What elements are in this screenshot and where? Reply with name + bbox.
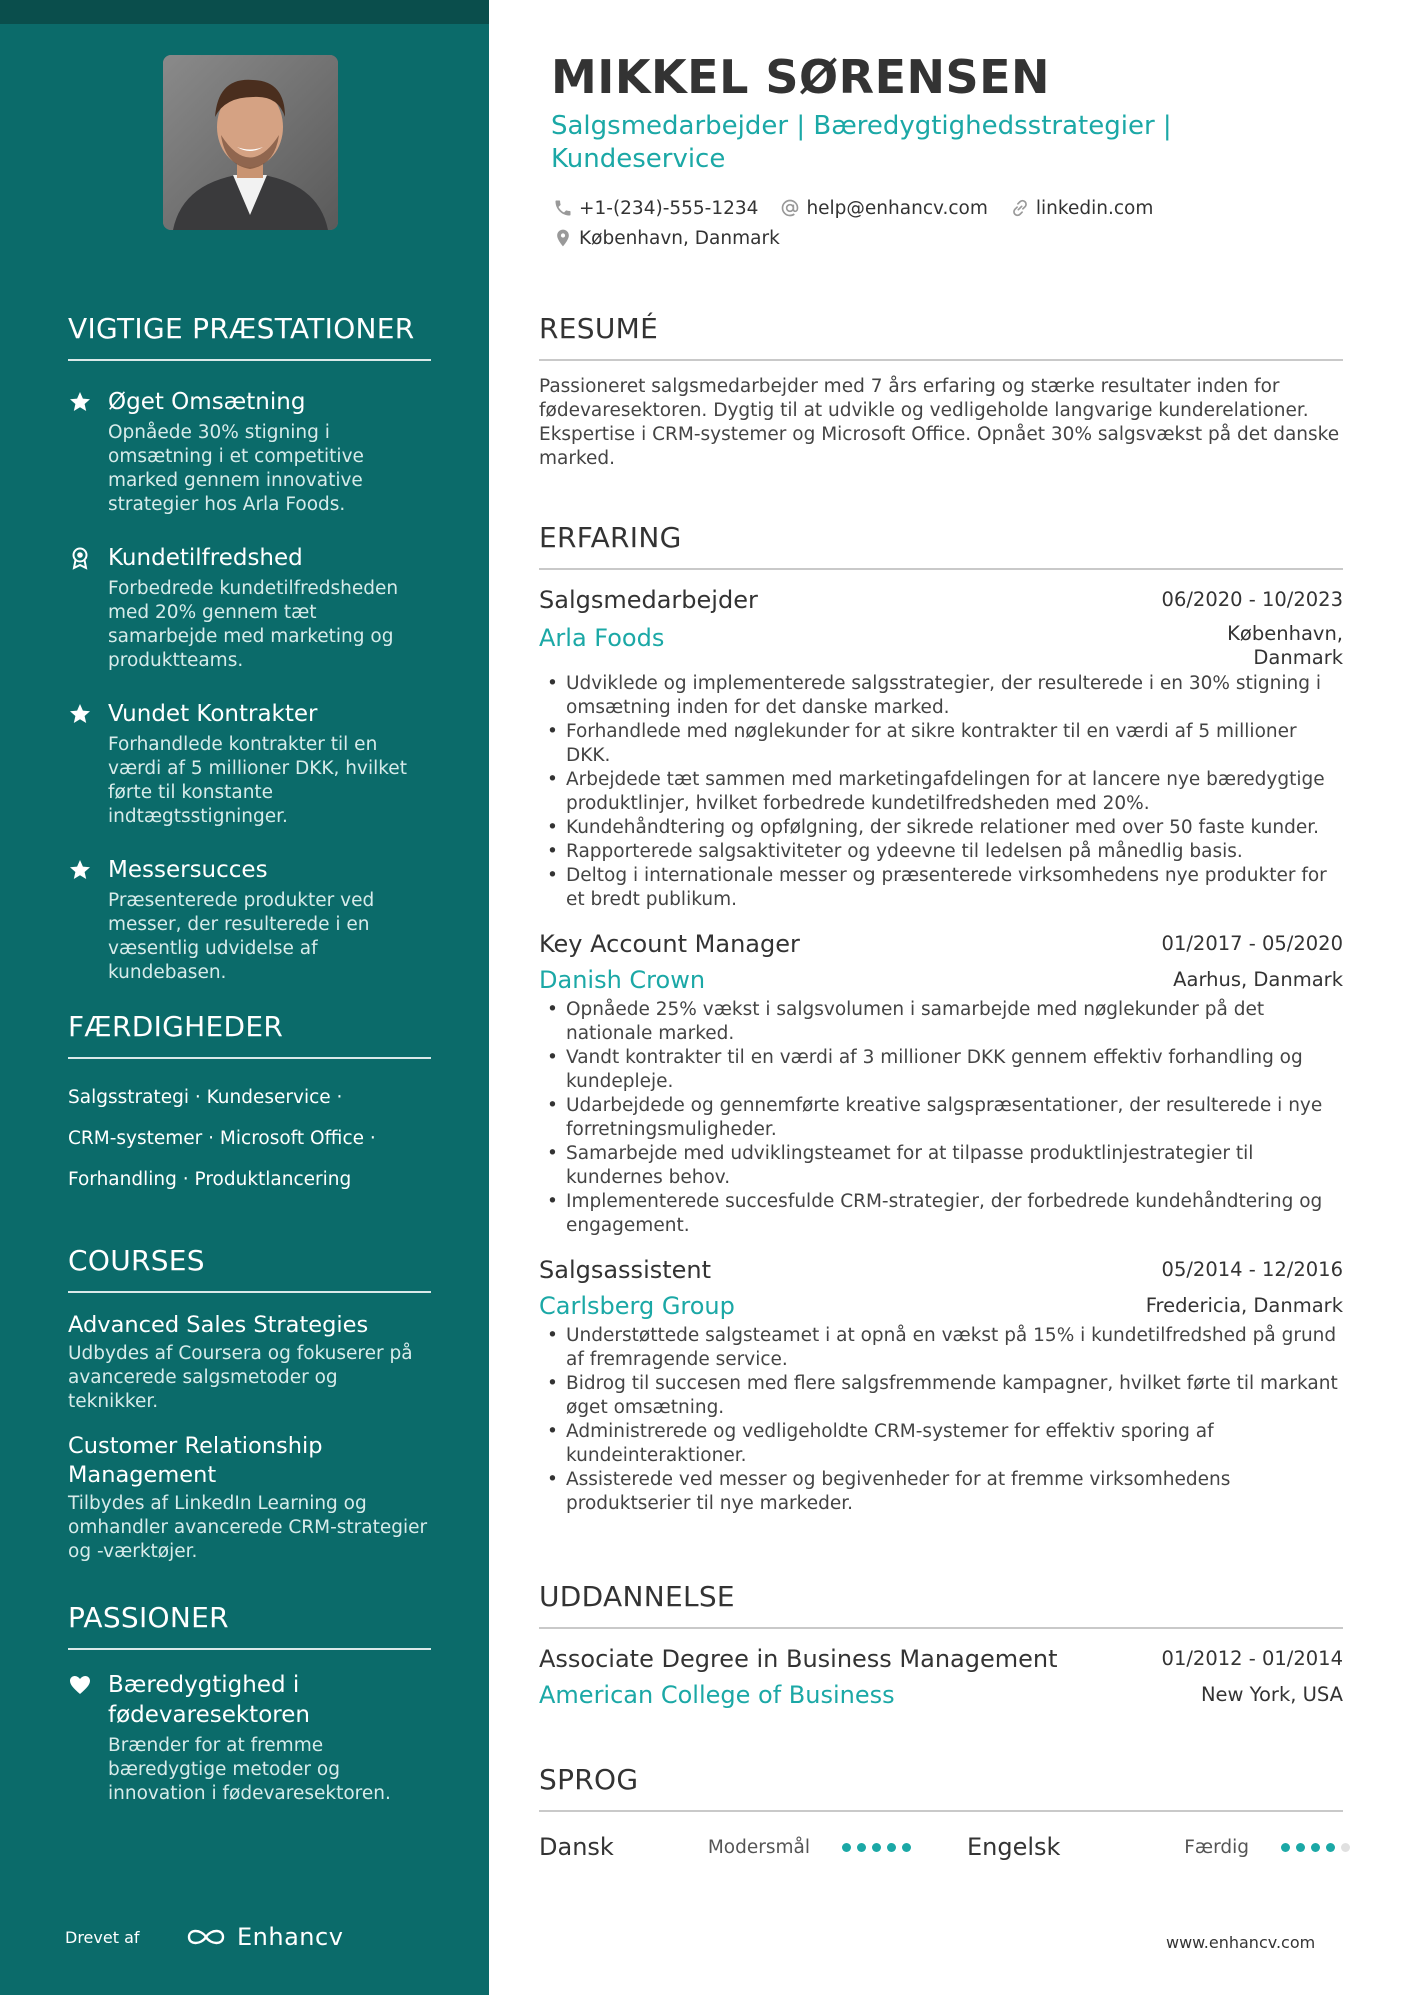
link-icon <box>1010 198 1030 218</box>
course-title: Advanced Sales Strategies <box>68 1312 369 1338</box>
contact-phone[interactable] <box>553 198 758 219</box>
job-location: Aarhus, Danmark <box>1173 968 1343 991</box>
language-rating <box>1281 1843 1350 1852</box>
education-section <box>539 1580 1343 1711</box>
brand-name: Enhancv <box>237 1923 344 1951</box>
contact-location <box>553 228 780 249</box>
passions-section <box>68 1601 431 1806</box>
job-date: 05/2014 - 12/2016 <box>1161 1258 1343 1281</box>
course-item <box>68 1432 431 1564</box>
job-title: Salgsassistent <box>539 1256 712 1284</box>
job-bullet: • Kundehåndtering og opfølgning, der sikrede relationer med over 50 faste kunder. <box>539 816 1343 840</box>
rating-dot-filled <box>857 1843 866 1852</box>
language-item <box>539 1833 911 1861</box>
passion-desc: Brænder for at fremme bæredygtige metoder og innovation i fødevaresektoren. <box>108 1735 391 1804</box>
achievement-desc: Opnåede 30% stigning i omsætning i et competitive marked gennem innovative strategier hos Arla Foods. <box>108 422 364 515</box>
experience-heading: ERFARING <box>539 521 1343 570</box>
job-bullet: • Opnåede 25% vækst i salgsvolumen i samarbejde med nøglekunder på det nationale marked. <box>539 998 1343 1046</box>
job-location: Fredericia, Danmark <box>1145 1294 1343 1317</box>
language-name: Engelsk <box>967 1833 1061 1861</box>
skills-heading: FÆRDIGHEDER <box>68 1010 431 1059</box>
achievements-section <box>68 312 431 985</box>
job-bullet: • Vandt kontrakter til en værdi af 3 millioner DKK gennem effektiv forhandling og kundepleje. <box>539 1046 1343 1094</box>
job-title: Salgsmedarbejder <box>539 586 758 614</box>
profile-photo <box>163 55 338 230</box>
achievement-desc: Præsenterede produkter ved messer, der resulterede i en væsentlig udvidelse af kundebasen. <box>108 890 375 983</box>
rating-dot-filled <box>1311 1843 1320 1852</box>
job-entry <box>539 928 1343 1238</box>
job-bullet: • Deltog i internationale messer og præsenterede virksomhedens nye produkter for et bredt publikum. <box>539 864 1343 912</box>
candidate-subtitle: Salgsmedarbejder | Bæredygtighedsstrategier | Kundeservice <box>551 111 1172 174</box>
rating-dot-filled <box>1296 1843 1305 1852</box>
job-bullet: • Implementerede succesfulde CRM-strategier, der forbedrede kundehåndtering og engagement. <box>539 1190 1343 1238</box>
rating-dot-filled <box>1281 1843 1290 1852</box>
job-bullet: • Bidrog til succesen med flere salgsfremmende kampagner, hvilket førte til markant øget omsætning. <box>539 1372 1343 1420</box>
contact-linkedin[interactable] <box>1010 198 1153 219</box>
languages-heading: SPROG <box>539 1763 1343 1812</box>
experience-section <box>539 521 1343 1516</box>
job-date: 01/2017 - 05/2020 <box>1161 932 1343 955</box>
powered-by-label: Drevet af <box>65 1928 140 1947</box>
passion-item <box>68 1670 431 1806</box>
education-location: New York, USA <box>1200 1683 1343 1706</box>
skills-list <box>68 1077 431 1200</box>
courses-heading: COURSES <box>68 1244 431 1293</box>
language-name: Dansk <box>539 1833 614 1861</box>
skills-section <box>68 1010 431 1200</box>
rating-dot-filled <box>902 1843 911 1852</box>
job-bullets <box>539 672 1343 912</box>
education-heading: UDDANNELSE <box>539 1580 1343 1629</box>
degree-title: Associate Degree in Business Management <box>539 1645 1058 1673</box>
courses-section <box>68 1244 431 1564</box>
job-bullet: • Samarbejde med udviklingsteamet for at tilpasse produktlinjestrategier til kundernes behov. <box>539 1142 1343 1190</box>
phone-text: +1-(234)-555-1234 <box>579 197 759 219</box>
course-title: Customer Relationship Management <box>68 1433 323 1488</box>
rating-dot-filled <box>842 1843 851 1852</box>
job-company: Danish Crown <box>539 966 706 994</box>
job-title: Key Account Manager <box>539 930 800 958</box>
achievement-title: Messersucces <box>108 857 268 883</box>
education-entry <box>539 1643 1343 1711</box>
job-company: Arla Foods <box>539 624 665 652</box>
language-level: Modersmål <box>707 1836 810 1858</box>
language-item <box>967 1833 1350 1861</box>
job-bullet: • Forhandlede med nøglekunder for at sikre kontrakter til en værdi af 5 millioner DKK. <box>539 720 1343 768</box>
rating-dot-filled <box>872 1843 881 1852</box>
summary-text: Passioneret salgsmedarbejder med 7 års erfaring og stærke resultater inden for fødevaresektoren. Dygtig til at udvikle og vedligeholde langvarige kunderelationer. Ekspertise i CRM-systemer og Microsoft Office. Opnået 30% salgsvækst på det danske marked. <box>539 376 1340 469</box>
phone-icon <box>553 198 573 218</box>
rating-dot-filled <box>1326 1843 1335 1852</box>
at-icon <box>780 198 800 218</box>
linkedin-text: linkedin.com <box>1035 197 1154 219</box>
enhancv-logo[interactable] <box>183 1923 343 1951</box>
achievements-heading: VIGTIGE PRÆSTATIONER <box>68 312 431 361</box>
star-icon <box>68 702 92 726</box>
education-date: 01/2012 - 01/2014 <box>1161 1647 1343 1670</box>
rating-dot-filled <box>887 1843 896 1852</box>
job-entry <box>539 1254 1343 1516</box>
summary-section <box>539 312 1343 471</box>
job-company: Carlsberg Group <box>539 1292 735 1320</box>
achievement-item <box>68 699 431 829</box>
star-icon <box>68 390 92 414</box>
job-bullets <box>539 998 1343 1238</box>
job-bullets <box>539 1324 1343 1516</box>
job-location: København, Danmark <box>1227 622 1343 669</box>
achievement-title: Øget Omsætning <box>108 389 306 415</box>
achievement-desc: Forhandlede kontrakter til en værdi af 5 millioner DKK, hvilket førte til konstante indtægtsstigninger. <box>108 734 407 827</box>
job-bullet: • Understøttede salgsteamet i at opnå en vækst på 15% i kundetilfredshed på grund af fremragende service. <box>539 1324 1343 1372</box>
achievement-title: Vundet Kontrakter <box>108 701 318 727</box>
course-item <box>68 1311 431 1414</box>
language-rating <box>842 1843 911 1852</box>
passion-title: Bæredygtighed i fødevaresektoren <box>108 1672 310 1728</box>
language-level: Færdig <box>1184 1836 1249 1858</box>
achievement-title: Kundetilfredshed <box>108 545 303 571</box>
passions-heading: PASSIONER <box>68 1601 431 1650</box>
job-bullet: • Rapporterede salgsaktiviteter og ydeevne til ledelsen på månedlig basis. <box>539 840 1343 864</box>
job-bullet: • Arbejdede tæt sammen med marketingafdelingen for at lancere nye bæredygtige produktlinjer, hvilket forbedrede kundetilfredsheden med 20%. <box>539 768 1343 816</box>
job-bullet: • Udviklede og implementerede salgsstrategier, der resulterede i en 30% stigning i omsætning inden for det danske marked. <box>539 672 1343 720</box>
school-name: American College of Business <box>539 1681 895 1709</box>
rating-dot-empty <box>1341 1843 1350 1852</box>
skills-line: Salgsstrategi · Kundeservice · <box>68 1087 343 1108</box>
star-icon <box>68 858 92 882</box>
job-date: 06/2020 - 10/2023 <box>1161 588 1343 611</box>
sidebar <box>0 0 489 1995</box>
candidate-name: MIKKEL SØRENSEN <box>551 50 1051 104</box>
location-pin-icon <box>553 228 573 248</box>
job-bullet: • Udarbejdede og gennemførte kreative salgspræsentationer, der resulterede i nye forretningsmuligheder. <box>539 1094 1343 1142</box>
job-bullet: • Administrerede og vedligeholdte CRM-systemer for effektiv sporing af kundeinteraktioner. <box>539 1420 1343 1468</box>
award-icon <box>68 546 92 570</box>
achievement-item <box>68 543 431 673</box>
achievement-item <box>68 387 431 517</box>
heart-icon <box>68 1673 92 1697</box>
summary-heading: RESUMÉ <box>539 312 1343 361</box>
job-entry <box>539 584 1343 912</box>
footer-url[interactable]: www.enhancv.com <box>1166 1933 1316 1952</box>
email-text: help@enhancv.com <box>806 197 988 219</box>
skills-line: Forhandling · Produktlancering <box>68 1169 352 1190</box>
course-desc: Udbydes af Coursera og fokuserer på avancerede salgsmetoder og teknikker. <box>68 1343 413 1412</box>
location-text: København, Danmark <box>579 227 780 249</box>
job-bullet: • Assisterede ved messer og begivenheder for at fremme virksomhedens produktserier til nye markeder. <box>539 1468 1343 1516</box>
contact-info <box>553 193 1333 253</box>
skills-line: CRM-systemer · Microsoft Office · <box>68 1128 376 1149</box>
infinity-logo-icon <box>183 1925 229 1949</box>
languages-section <box>539 1763 1343 1864</box>
contact-email[interactable] <box>780 198 987 219</box>
sidebar-top-bar <box>0 0 489 24</box>
achievement-item <box>68 855 431 985</box>
course-desc: Tilbydes af LinkedIn Learning og omhandler avancerede CRM-strategier og -værktøjer. <box>68 1493 428 1562</box>
achievement-desc: Forbedrede kundetilfredsheden med 20% gennem tæt samarbejde med marketing og produktteams. <box>108 578 399 671</box>
